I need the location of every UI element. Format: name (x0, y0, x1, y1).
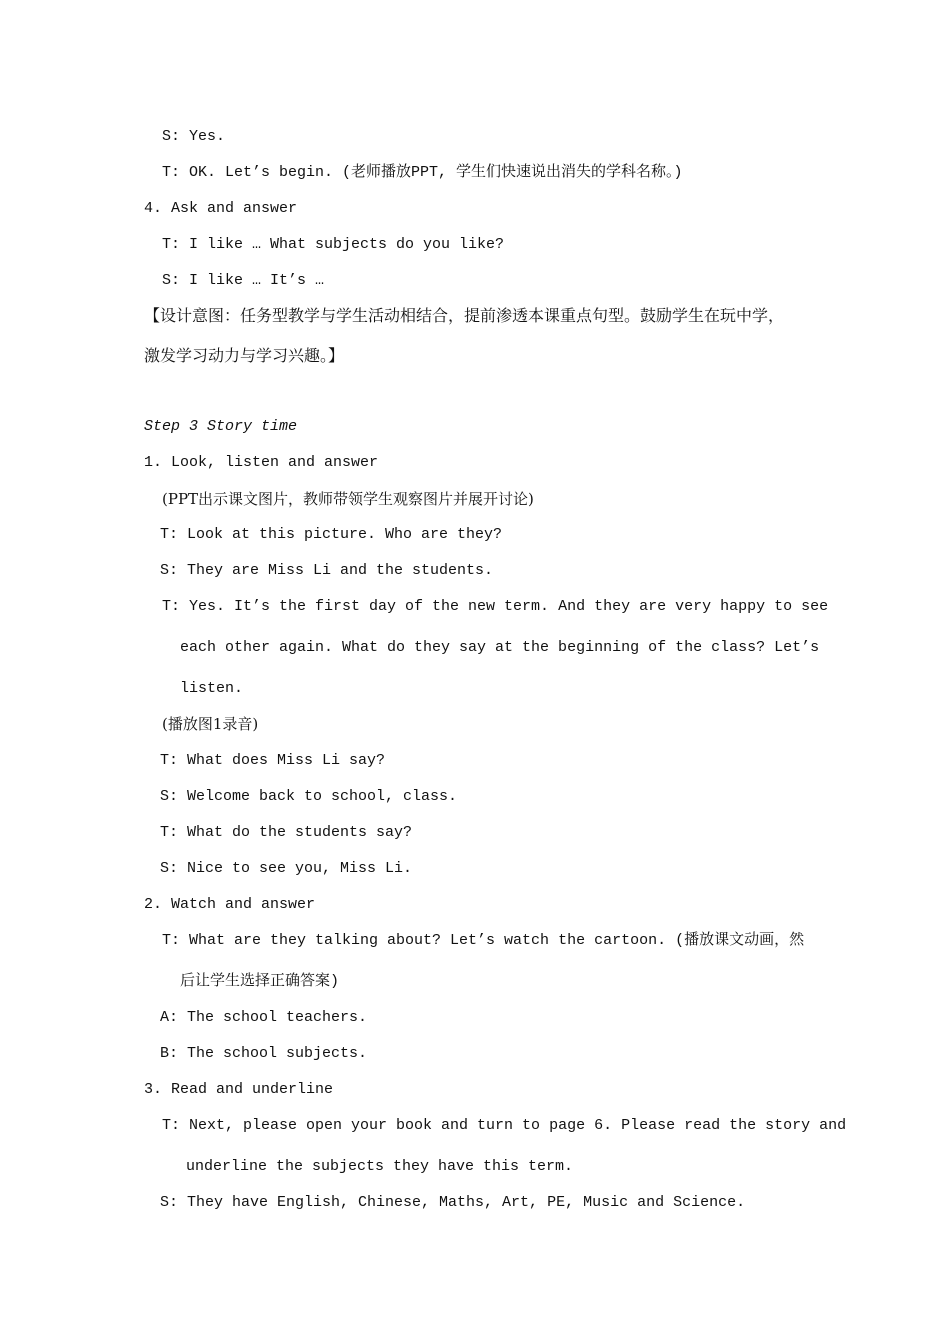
dialogue-line: T: What does Miss Li say? (160, 752, 386, 769)
answer-option: B: The school subjects. (160, 1045, 368, 1062)
section-heading: 3. Read and underline (144, 1081, 334, 1098)
design-intent: 【设计意图：任务型教学与学生活动相结合，提前渗透本课重点句型。鼓励学生在玩中学， (144, 306, 785, 325)
dialogue-line: S: They have English, Chinese, Maths, Art, PE, Music and Science. (160, 1194, 746, 1211)
dialogue-line: S: I like … It’s … (162, 272, 325, 289)
design-intent: 激发学习动力与学习兴趣。】 (144, 346, 345, 365)
section-heading: 1. Look, listen and answer (144, 454, 379, 471)
dialogue-line: T: What are they talking about? Let’s watch the cartoon. (播放课文动画，然 (162, 932, 805, 949)
dialogue-line: S: Welcome back to school, class. (160, 788, 458, 805)
section-heading: 4. Ask and answer (144, 200, 298, 217)
stage-direction: (PPT出示课文图片，教师带领学生观察图片并展开讨论) (162, 490, 534, 508)
dialogue-line-cont: each other again. What do they say at the beginning of the class? Let’s (180, 639, 820, 656)
answer-option: A: The school teachers. (160, 1009, 368, 1026)
step-heading: Step 3 Story time (144, 418, 298, 435)
dialogue-line-cont: listen. (180, 680, 244, 697)
dialogue-line: T: Look at this picture. Who are they? (160, 526, 503, 543)
dialogue-line: T: Next, please open your book and turn to page 6. Please read the story and (162, 1117, 847, 1134)
dialogue-line-cont: underline the subjects they have this term. (186, 1158, 574, 1175)
dialogue-line: S: Nice to see you, Miss Li. (160, 860, 413, 877)
dialogue-line: T: OK. Let’s begin. (老师播放PPT, 学生们快速说出消失的学科名称。) (162, 164, 683, 181)
dialogue-line: T: I like … What subjects do you like? (162, 236, 505, 253)
dialogue-line-cont: 后让学生选择正确答案) (180, 973, 340, 990)
dialogue-line: S: Yes. (162, 128, 226, 145)
dialogue-line: S: They are Miss Li and the students. (160, 562, 494, 579)
section-heading: 2. Watch and answer (144, 896, 316, 913)
stage-direction: (播放图1录音) (162, 715, 259, 733)
dialogue-line: T: Yes. It’s the first day of the new term. And they are very happy to see (162, 598, 829, 615)
dialogue-line: T: What do the students say? (160, 824, 413, 841)
